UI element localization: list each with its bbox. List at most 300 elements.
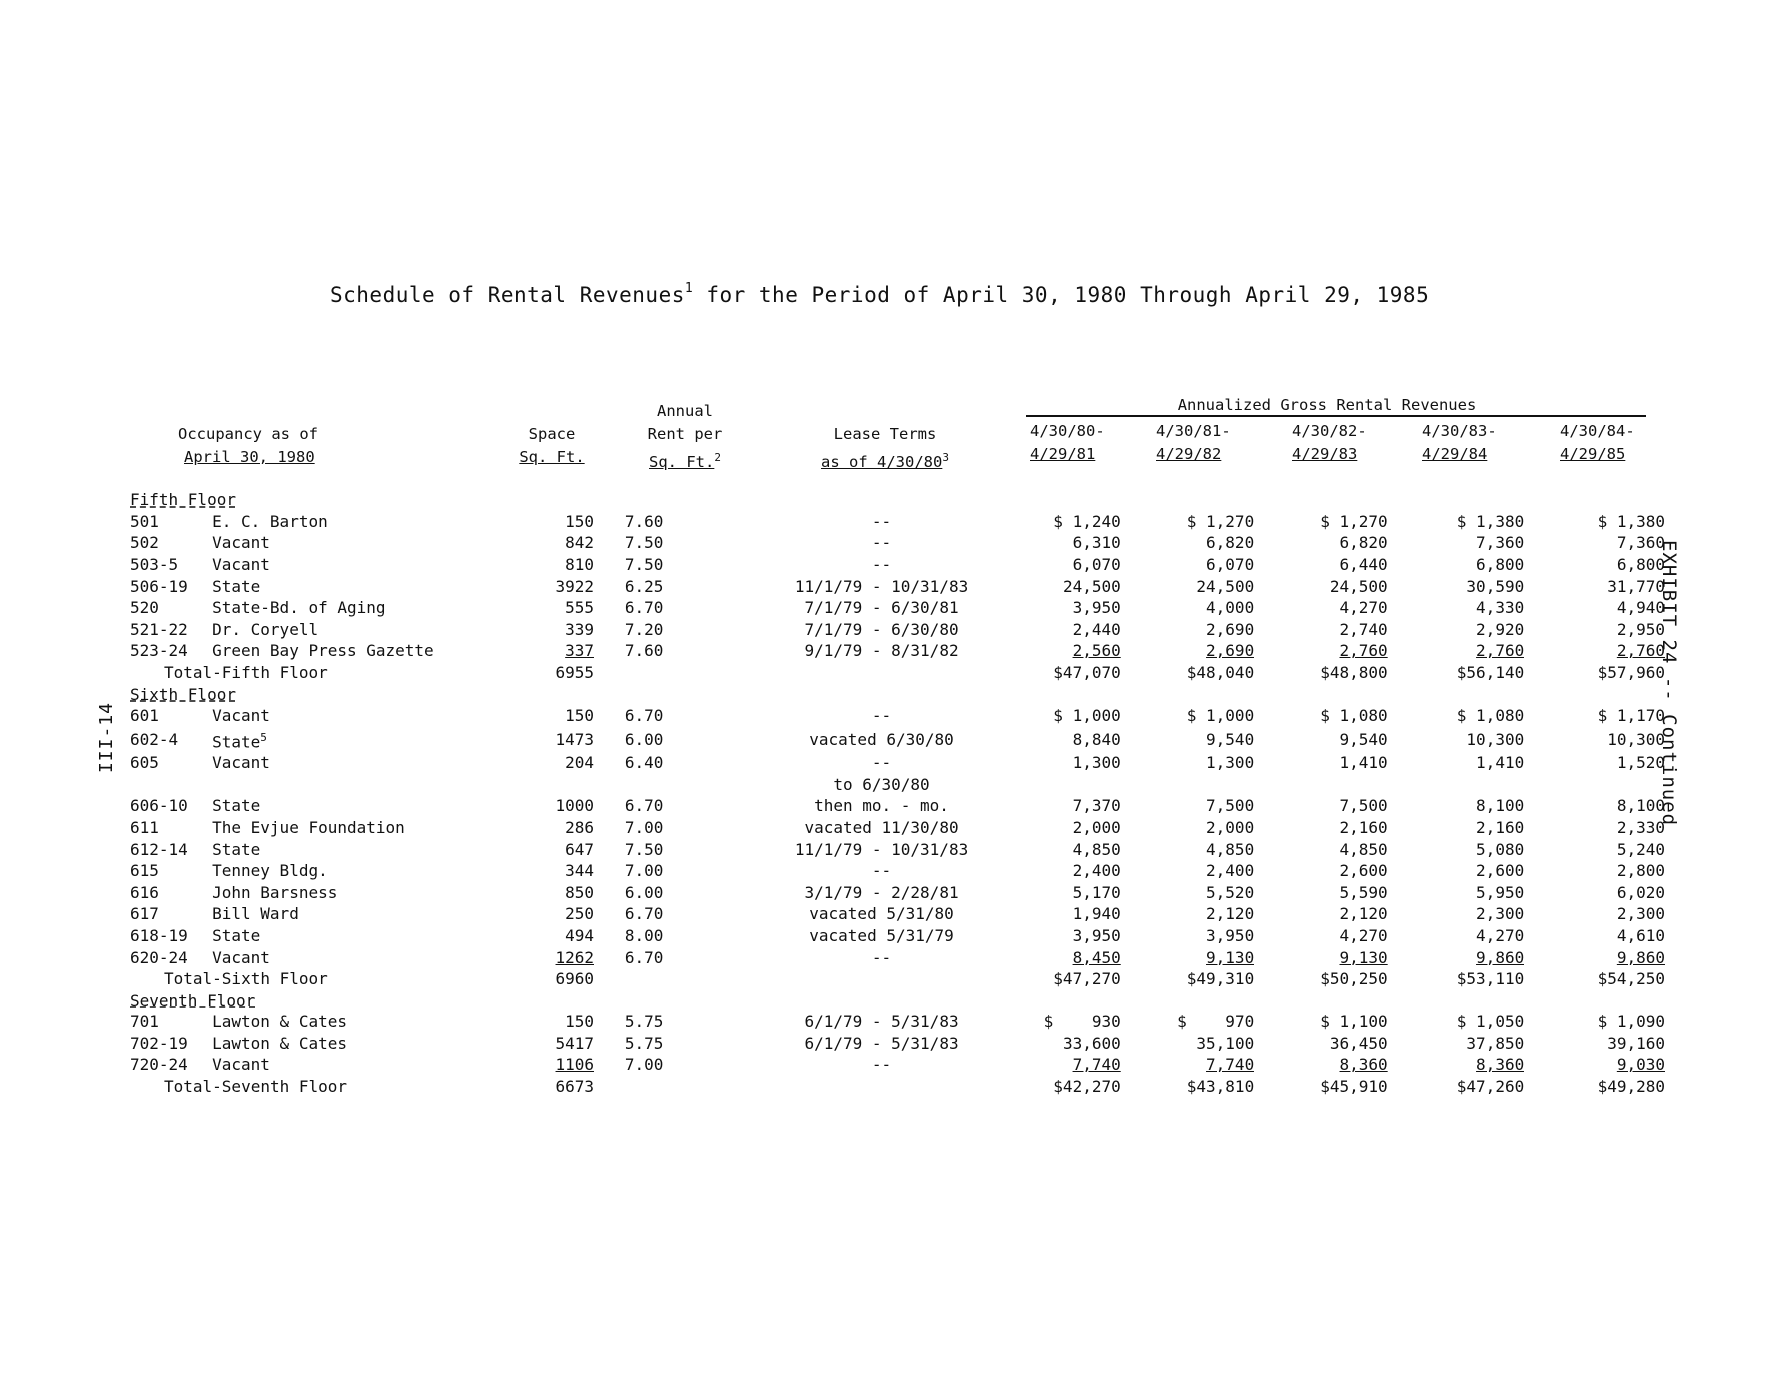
header-period-5: 4/30/84- 4/29/85 <box>1560 422 1635 463</box>
spacer <box>594 575 625 597</box>
revenue-period-4: 2,300 <box>1476 904 1525 924</box>
revenue-period-4: $ 1,050 <box>1456 1012 1525 1032</box>
spacer <box>594 860 625 882</box>
tenant-name <box>212 903 520 925</box>
table-row <box>130 640 1665 662</box>
table-row <box>130 860 1665 882</box>
revenue-period-1: 8,450 <box>1072 947 1121 967</box>
spacer <box>594 795 625 817</box>
total-label: Total-Sixth Floor <box>164 969 328 989</box>
revenue-period-4: 8,100 <box>1476 796 1525 816</box>
lease-terms: 7/1/79 - 6/30/80 <box>804 619 959 639</box>
lease-terms: vacated 5/31/80 <box>809 904 954 924</box>
spacer <box>686 1054 748 1076</box>
unit-number: 617 <box>130 904 159 924</box>
tenant-name <box>212 640 520 662</box>
tenant-name-text: Tenney Bldg. <box>212 861 328 881</box>
spacer <box>594 946 625 968</box>
rent-per-sqft: 7.00 <box>624 817 664 837</box>
table-row <box>130 597 1665 619</box>
spacer <box>686 705 748 727</box>
spacer <box>686 532 748 554</box>
header-period-1: 4/30/80- 4/29/81 <box>1030 422 1105 463</box>
header-lease: Lease Terms as of $4/30/80^3$ <box>821 425 949 472</box>
revenue-period-3: 6,820 <box>1339 533 1388 553</box>
space-sqft: 150 <box>565 511 595 531</box>
revenue-period-4: 5,080 <box>1476 839 1525 859</box>
spacer <box>686 554 748 576</box>
space-sqft: 1106 <box>555 1055 595 1075</box>
revenue-period-1: 6,070 <box>1072 555 1121 575</box>
title-footnote: 1 <box>684 281 694 296</box>
revenue-period-5: $ 1,090 <box>1597 1012 1665 1032</box>
spacer <box>594 1076 1015 1098</box>
tenant-name-text: State <box>212 839 261 859</box>
total-row <box>130 968 1665 990</box>
table-row <box>130 881 1665 903</box>
page-number: III-14 <box>96 702 117 774</box>
tenant-name <box>212 1033 520 1055</box>
revenue-period-3: 4,850 <box>1339 839 1388 859</box>
tenant-name-text: John Barsness <box>212 882 338 902</box>
revenue-period-2: 1,300 <box>1206 753 1255 773</box>
unit-number: 502 <box>130 533 159 553</box>
revenue-period-2: $ 1,000 <box>1186 706 1255 726</box>
revenue-period-2: 6,820 <box>1206 533 1255 553</box>
revenue-period-2: $ 970 <box>1177 1012 1255 1032</box>
revenue-period-2: 2,400 <box>1206 861 1255 881</box>
revenue-period-2: 3,950 <box>1206 925 1255 945</box>
table-row <box>130 946 1665 968</box>
revenue-period-1 <box>1015 773 1121 795</box>
spacer <box>594 968 1015 990</box>
revenue-period-4: 1,410 <box>1476 753 1525 773</box>
spacer <box>686 925 748 947</box>
lease-terms: -- <box>871 753 892 773</box>
spacer <box>594 1011 625 1033</box>
tenant-name-text: Vacant <box>212 555 270 575</box>
revenue-period-4: 2,760 <box>1476 641 1525 661</box>
rent-per-sqft: 5.75 <box>624 1033 664 1053</box>
table-row <box>130 795 1665 817</box>
revenue-period-2: 4,000 <box>1206 598 1255 618</box>
spacer <box>594 554 625 576</box>
header-rent: Annual Rent per Sq. Ft.$^2$ <box>647 402 723 472</box>
revenue-period-1: 4,850 <box>1072 839 1121 859</box>
unit-number: 506-19 <box>130 576 188 596</box>
tenant-name-text: Green Bay Press Gazette <box>212 641 434 661</box>
rent-per-sqft: 6.70 <box>624 796 664 816</box>
revenue-period-2: 35,100 <box>1196 1033 1255 1053</box>
space-sqft: 1000 <box>555 796 595 816</box>
space-sqft: 647 <box>565 839 595 859</box>
revenue-period-5: 2,950 <box>1616 619 1665 639</box>
total-revenue-period-1: $47,070 <box>1053 663 1121 683</box>
rent-per-sqft: 8.00 <box>624 925 664 945</box>
revenue-period-3: 2,760 <box>1339 641 1388 661</box>
total-revenue-period-3: $45,910 <box>1320 1077 1388 1097</box>
tenant-name-text: State <box>212 925 261 945</box>
table-row <box>130 511 1665 533</box>
total-revenue-period-3: $48,800 <box>1320 663 1388 683</box>
lease-terms: 11/1/79 - 10/31/83 <box>794 839 969 859</box>
space-sqft: 344 <box>565 861 595 881</box>
total-revenue-period-1: $47,270 <box>1053 969 1121 989</box>
table-row <box>130 727 1665 752</box>
revenue-period-2: 4,850 <box>1206 839 1255 859</box>
lease-terms: -- <box>871 533 892 553</box>
unit-number: 602-4 <box>130 729 179 749</box>
spacer <box>686 727 748 752</box>
revenue-period-5: 9,030 <box>1616 1055 1665 1075</box>
table-row <box>130 554 1665 576</box>
total-revenue-period-2: $49,310 <box>1186 969 1255 989</box>
table-row <box>130 1054 1665 1076</box>
revenue-period-2: 2,120 <box>1206 904 1255 924</box>
tenant-name-text: State-Bd. of Aging <box>212 598 386 618</box>
space-sqft: 850 <box>565 882 595 902</box>
tenant-name-text: Vacant <box>212 706 270 726</box>
revenue-period-3: 2,600 <box>1339 861 1388 881</box>
revenue-period-3: $ 1,080 <box>1320 706 1388 726</box>
spacer <box>686 752 748 774</box>
revenue-period-4: 2,600 <box>1476 861 1525 881</box>
lease-terms: vacated 5/31/79 <box>809 925 954 945</box>
lease-terms: -- <box>871 947 892 967</box>
revenue-period-1: $ 1,000 <box>1053 706 1121 726</box>
total-revenue-period-5: $49,280 <box>1597 1077 1665 1097</box>
revenue-period-5: $ 1,380 <box>1597 511 1665 531</box>
tenant-name-text: Bill Ward <box>212 904 299 924</box>
table-row <box>130 575 1665 597</box>
tenant-name <box>212 817 520 839</box>
tenant-name <box>212 597 520 619</box>
space-sqft: 286 <box>565 817 595 837</box>
revenue-period-1: 24,500 <box>1062 576 1121 596</box>
rent-per-sqft: 7.50 <box>624 555 664 575</box>
spacer <box>594 817 625 839</box>
lease-terms: 3/1/79 - 2/28/81 <box>804 882 959 902</box>
table-row <box>130 773 1665 795</box>
revenue-period-5 <box>1524 773 1665 795</box>
revenue-period-5: 4,610 <box>1616 925 1665 945</box>
total-revenue-period-3: $50,250 <box>1320 969 1388 989</box>
space-sqft: 339 <box>565 619 595 639</box>
revenue-period-3: 2,740 <box>1339 619 1388 639</box>
revenue-period-1: 1,940 <box>1072 904 1121 924</box>
table-row <box>130 619 1665 641</box>
lease-terms: 6/1/79 - 5/31/83 <box>804 1012 959 1032</box>
rent-per-sqft: 6.40 <box>624 753 664 773</box>
revenue-period-3: 2,120 <box>1339 904 1388 924</box>
spacer <box>594 727 625 752</box>
tenant-name-text: State <box>212 731 261 751</box>
revenue-period-4: $ 1,380 <box>1456 511 1525 531</box>
rent-per-sqft: 6.70 <box>624 947 664 967</box>
unit-number: 611 <box>130 817 159 837</box>
revenue-period-3: 36,450 <box>1329 1033 1388 1053</box>
total-revenue-period-5: $54,250 <box>1597 969 1665 989</box>
revenue-period-1: 3,950 <box>1072 925 1121 945</box>
revenue-period-1: 2,000 <box>1072 817 1121 837</box>
lease-terms: -- <box>871 1055 892 1075</box>
revenue-period-1: 2,560 <box>1072 641 1121 661</box>
tenant-name <box>212 946 520 968</box>
revenue-period-1: 6,310 <box>1072 533 1121 553</box>
revenue-period-5: 31,770 <box>1607 576 1665 596</box>
section-heading-row <box>130 683 1665 705</box>
unit-number: 503-5 <box>130 555 179 575</box>
spacer <box>594 619 625 641</box>
total-revenue-period-4: $56,140 <box>1456 663 1525 683</box>
space-sqft: 337 <box>565 641 595 661</box>
revenue-period-2: 7,740 <box>1206 1055 1255 1075</box>
revenue-period-1: 7,370 <box>1072 796 1121 816</box>
tenant-name-text: Lawton & Cates <box>212 1012 347 1032</box>
section-title-text: Fifth Floor <box>130 490 236 510</box>
revenue-period-5: 7,360 <box>1616 533 1665 553</box>
rent-per-sqft: 6.25 <box>624 576 664 596</box>
revenue-period-5: 39,160 <box>1607 1033 1665 1053</box>
revenue-period-4: 37,850 <box>1466 1033 1525 1053</box>
header-period-3: 4/30/82- 4/29/83 <box>1292 422 1367 463</box>
lease-terms: vacated 11/30/80 <box>804 817 959 837</box>
lease-terms: to 6/30/80 <box>833 774 930 794</box>
spacer <box>686 946 748 968</box>
revenue-period-3: $ 1,270 <box>1320 511 1388 531</box>
header-period-2: 4/30/81- 4/29/82 <box>1156 422 1231 463</box>
header-occupancy: Occupancy as of April 30, 1980 <box>178 425 318 466</box>
table-row <box>130 903 1665 925</box>
spacer <box>686 881 748 903</box>
tenant-name <box>212 575 520 597</box>
tenant-name-text: Vacant <box>212 753 270 773</box>
revenue-period-3: 6,440 <box>1339 555 1388 575</box>
revenue-period-3: $ 1,100 <box>1320 1012 1388 1032</box>
table-row <box>130 925 1665 947</box>
unit-number: 523-24 <box>130 641 188 661</box>
revenue-period-3: 24,500 <box>1329 576 1388 596</box>
unit-number: 521-22 <box>130 619 188 639</box>
tenant-name <box>212 727 520 752</box>
tenant-name <box>212 511 520 533</box>
revenue-period-4: 5,950 <box>1476 882 1525 902</box>
total-revenue-period-4: $53,110 <box>1456 969 1525 989</box>
total-space: 6960 <box>555 969 595 989</box>
header-revenue-group: Annualized Gross Rental Revenues <box>1177 396 1477 414</box>
total-revenue-period-2: $48,040 <box>1186 663 1255 683</box>
lease-terms: -- <box>871 861 892 881</box>
spacer <box>594 511 625 533</box>
revenue-period-3: 8,360 <box>1339 1055 1388 1075</box>
revenue-period-5: 2,760 <box>1616 641 1665 661</box>
rent-per-sqft: 7.60 <box>624 641 664 661</box>
lease-terms: -- <box>871 706 892 726</box>
revenue-period-5: 9,860 <box>1616 947 1665 967</box>
spacer <box>594 925 625 947</box>
space-sqft: 1262 <box>555 947 595 967</box>
section-title-text: Seventh Floor <box>130 990 256 1010</box>
revenue-period-5: $ 1,170 <box>1597 706 1665 726</box>
revenue-period-4: 4,330 <box>1476 598 1525 618</box>
unit-number: 605 <box>130 753 159 773</box>
revenue-period-1: 3,950 <box>1072 598 1121 618</box>
tenant-name-text: Dr. Coryell <box>212 619 319 639</box>
total-row <box>130 1076 1665 1098</box>
spacer <box>686 817 748 839</box>
revenue-period-2: 2,690 <box>1206 641 1255 661</box>
unit-number: 618-19 <box>130 925 188 945</box>
revenue-period-4: 4,270 <box>1476 925 1525 945</box>
spacer <box>686 597 748 619</box>
lease-terms: 7/1/79 - 6/30/81 <box>804 598 959 618</box>
space-sqft: 150 <box>565 1012 595 1032</box>
section-title <box>130 489 1665 511</box>
table-row <box>130 838 1665 860</box>
tenant-name <box>212 773 520 795</box>
rent-per-sqft: 7.60 <box>624 511 664 531</box>
tenant-name <box>212 1011 520 1033</box>
revenue-period-3: 4,270 <box>1339 925 1388 945</box>
revenue-period-5: 2,300 <box>1616 904 1665 924</box>
space-sqft: 204 <box>565 753 595 773</box>
tenant-name <box>212 705 520 727</box>
unit-number: 606-10 <box>130 796 188 816</box>
total-revenue-period-5: $57,960 <box>1597 663 1665 683</box>
revenue-period-3: 5,590 <box>1339 882 1388 902</box>
tenant-footnote: 5 <box>260 730 267 744</box>
table-row <box>130 1011 1665 1033</box>
revenue-period-1: 1,300 <box>1072 753 1121 773</box>
revenue-period-2: 7,500 <box>1206 796 1255 816</box>
tenant-name <box>212 881 520 903</box>
rent-per-sqft: 7.00 <box>624 861 664 881</box>
tenant-name-text: Vacant <box>212 1055 270 1075</box>
lease-terms: -- <box>871 511 892 531</box>
revenue-period-4: 10,300 <box>1466 729 1525 749</box>
revenue-period-1: $ 930 <box>1043 1012 1121 1032</box>
revenue-period-3 <box>1254 773 1387 795</box>
spacer <box>594 1054 625 1076</box>
revenue-period-2: 24,500 <box>1196 576 1255 596</box>
total-revenue-period-1: $42,270 <box>1053 1077 1121 1097</box>
spacer <box>686 511 748 533</box>
spacer <box>686 640 748 662</box>
rent-per-sqft: 6.70 <box>624 706 664 726</box>
revenue-period-1: 8,840 <box>1072 729 1121 749</box>
revenue-period-1: 33,600 <box>1062 1033 1121 1053</box>
header-revenue-rule <box>1026 415 1646 417</box>
section-heading-row <box>130 489 1665 511</box>
spacer <box>686 795 748 817</box>
revenue-period-3: 2,160 <box>1339 817 1388 837</box>
revenue-period-5: 10,300 <box>1607 729 1665 749</box>
unit-number: 616 <box>130 882 159 902</box>
spacer <box>686 619 748 641</box>
revenue-period-3: 1,410 <box>1339 753 1388 773</box>
revenue-period-4: 2,160 <box>1476 817 1525 837</box>
spacer <box>686 838 748 860</box>
rent-per-sqft <box>625 773 687 795</box>
revenue-period-1: 5,170 <box>1072 882 1121 902</box>
table-row <box>130 752 1665 774</box>
total-revenue-period-2: $43,810 <box>1186 1077 1255 1097</box>
revenue-period-4: 6,800 <box>1476 555 1525 575</box>
unit-number: 701 <box>130 1012 159 1032</box>
revenue-period-5: 2,800 <box>1616 861 1665 881</box>
revenue-period-2: 6,070 <box>1206 555 1255 575</box>
space-sqft: 494 <box>565 925 595 945</box>
revenue-period-1: 2,440 <box>1072 619 1121 639</box>
tenant-name-text: E. C. Barton <box>212 511 328 531</box>
table-row <box>130 532 1665 554</box>
lease-terms: vacated 6/30/80 <box>809 729 954 749</box>
table-row <box>130 817 1665 839</box>
revenue-period-4: 8,360 <box>1476 1055 1525 1075</box>
tenant-name <box>212 860 520 882</box>
exhibit-label: EXHIBIT 24 -- Continued <box>1658 540 1680 827</box>
tenant-name <box>212 554 520 576</box>
revenue-period-2: 2,690 <box>1206 619 1255 639</box>
space-sqft: 5417 <box>555 1033 595 1053</box>
spacer <box>594 1033 625 1055</box>
rent-per-sqft: 6.00 <box>624 882 664 902</box>
revenue-period-5: 6,800 <box>1616 555 1665 575</box>
tenant-name <box>212 532 520 554</box>
spacer <box>686 773 748 795</box>
tenant-name-text: State <box>212 576 261 596</box>
unit-number: 615 <box>130 861 159 881</box>
rent-per-sqft: 6.70 <box>624 598 664 618</box>
unit-number: 720-24 <box>130 1055 188 1075</box>
tenant-name <box>212 619 520 641</box>
total-row <box>130 662 1665 684</box>
spacer <box>594 662 1015 684</box>
spacer <box>686 903 748 925</box>
section-title <box>130 989 1665 1011</box>
revenue-period-5: 4,940 <box>1616 598 1665 618</box>
total-label: Total-Fifth Floor <box>164 663 328 683</box>
total-space: 6955 <box>555 663 595 683</box>
spacer <box>686 575 748 597</box>
table-row <box>130 705 1665 727</box>
tenant-name <box>212 925 520 947</box>
revenue-period-2: 9,540 <box>1206 729 1255 749</box>
revenue-period-3: 9,130 <box>1339 947 1388 967</box>
total-label: Total-Seventh Floor <box>164 1077 348 1097</box>
spacer <box>686 1011 748 1033</box>
rent-per-sqft: 7.50 <box>624 839 664 859</box>
unit-number: 520 <box>130 598 159 618</box>
tenant-name <box>212 795 520 817</box>
tenant-name-text: The Evjue Foundation <box>212 817 405 837</box>
spacer <box>594 752 625 774</box>
space-sqft: 250 <box>565 904 595 924</box>
revenue-period-3: 4,270 <box>1339 598 1388 618</box>
revenue-period-2 <box>1121 773 1254 795</box>
revenue-period-4: 7,360 <box>1476 533 1525 553</box>
spacer <box>594 597 625 619</box>
section-title <box>130 683 1665 705</box>
revenue-period-4: 2,920 <box>1476 619 1525 639</box>
tenant-name-text: Vacant <box>212 533 270 553</box>
revenue-period-2: 2,000 <box>1206 817 1255 837</box>
space-sqft: 810 <box>565 555 595 575</box>
rent-per-sqft: 7.20 <box>624 619 664 639</box>
spacer <box>594 881 625 903</box>
revenue-period-5: 1,520 <box>1616 753 1665 773</box>
space-sqft: 555 <box>565 598 595 618</box>
